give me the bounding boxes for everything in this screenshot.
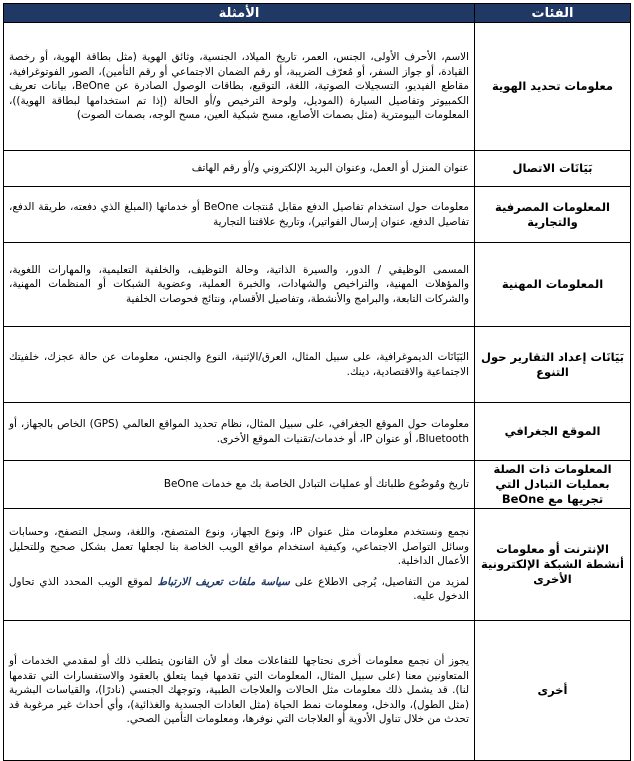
- example-cell: المسمى الوظيفي / الدور، والسيرة الذاتية، وحالة التوظيف، والخلفية التعليمية، والمهارات اللغوية، والمؤهلات المهنية، والتراخيص والشهادات، والخبرة العملية، وعضوية الشبكات أو المنظمات المهنية، والشركات التابعة، والبرامج والأنشطة، وتفاصيل الأقسام، ونتائج فحوصات الخلفية: [4, 243, 475, 327]
- category-cell: أخرى: [475, 621, 631, 761]
- table-row: [4, 509, 631, 621]
- table-row: [4, 403, 631, 461]
- data-categories-table: [3, 3, 631, 761]
- example-cell: [4, 509, 475, 621]
- table-row: [4, 151, 631, 187]
- example-cell: معلومات حول الموقع الجغرافي، على سبيل المثال، نظام تحديد المواقع العالمي (GPS) الخاص بالجهاز، أو Bluetooth، أو عنوان IP، أو خدمات/تقنيات الموقع الأخرى.: [4, 403, 475, 461]
- cookie-policy-link[interactable]: سياسة ملفات تعريف الارتباط: [157, 575, 290, 588]
- category-cell: معلومات تحديد الهوية: [475, 23, 631, 151]
- category-cell: المعلومات ذات الصلة بعمليات التبادل التي تجريها مع BeOne: [475, 461, 631, 509]
- category-cell: المعلومات المهنية: [475, 243, 631, 327]
- table-row: [4, 461, 631, 509]
- example-paragraph: نجمع ونستخدم معلومات مثل عنوان IP، ونوع الجهاز، ونوع المتصفح، واللغة، وسجل التصفح، وحسابات وسائل التواصل الاجتماعي، وكيفية استخدام مواقع الويب الخاصة بنا لجعلها تعمل بشكل صحيح وللتحليل الأعمال الداخلية.: [9, 526, 469, 568]
- category-cell: بَيَانَات إعداد التقارير حول التنوع: [475, 327, 631, 403]
- table-row: [4, 621, 631, 761]
- category-cell: بَيَانَات الاتصال: [475, 151, 631, 187]
- table-row: [4, 327, 631, 403]
- category-cell: المعلومات المصرفية والتجارية: [475, 187, 631, 243]
- example-cell: يجوز أن نجمع معلومات أخرى نحتاجها للتفاعلات معك أو لأن القانون يتطلب ذلك أو لمقدمي الخدمات أو المتعاونين معنا (على سبيل المثال، المعلومات التي تقدمها فيما يتعلق بالعقود والاستفسارات التي تقدمها لنا). قد يشمل ذلك معلومات مثل الحالات والعلاجات الطبية، وتوجهك الجنسي (نادرًا)، والقياسات البشرية (مثل الطول)، والدخل، ومعلومات نمط الحياة (مثل العادات الجسدية والغذائية)، وأي أحداث غير مرغوبة قد تحدث من خلال تناول الأدوية أو العلاجات التي نوفرها، ومعلومات التأمين الصحي.: [4, 621, 475, 761]
- cookie-note-suffix: لموقع الويب المحدد الذي تحاول الدخول عليه.: [9, 575, 469, 603]
- table-row: [4, 243, 631, 327]
- example-cell: الاسم، الأحرف الأولى، الجنس، العمر، تاريخ الميلاد، الجنسية، وثائق الهوية (مثل بطاقة الهوية، أو رخصة القيادة، أو جواز السفر، أو مُعرّف الضريبة، أو رقم الضمان الاجتماعي أو رقم التأمين)، الصور الفوتوغرافية، مقاطع الفيديو، التسجيلات الصوتية، اللغة، التوقيع، بطاقات الوصول الصادرة عن BeOne، بيانات تعريف الكمبيوتر وتفاصيل السيارة (الموديل، ولوحة الترخيص و/أو الحالة (إذا تم استخدامها لبطاقة الهوية))، المعلومات البيومترية (مثل بصمات الأصابع، مسح شبكية العين، مسح الوجه، بصمات الصوت): [4, 23, 475, 151]
- example-cell: عنوان المنزل أو العمل، وعنوان البريد الإلكتروني و/أو رقم الهاتف: [4, 151, 475, 187]
- header-categories: الفئات: [475, 4, 631, 23]
- category-cell: الإنترنت أو معلومات أنشطة الشبكة الإلكترونية الأخرى: [475, 509, 631, 621]
- table-row: [4, 23, 631, 151]
- table-header-row: [4, 4, 631, 23]
- cookie-note-prefix: لمزيد من التفاصيل، يُرجى الاطلاع على: [289, 575, 470, 588]
- category-cell: الموقع الجغرافي: [475, 403, 631, 461]
- example-cell: تاريخ ومُوضُوع طلباتك أو عمليات التبادل الخاصة بك مع خدمات BeOne: [4, 461, 475, 509]
- table-row: [4, 187, 631, 243]
- cookie-note: [9, 575, 469, 604]
- header-examples: الأمثلة: [4, 4, 475, 23]
- example-cell: معلومات حول استخدام تفاصيل الدفع مقابل مُنتجات BeOne أو خدماتها (المبلغ الذي دفعته، طريقة الدفع، تفاصيل الدفع، عنوان إرسال الفواتير)، وتاريخ علاقتنا التجارية: [4, 187, 475, 243]
- example-cell: البَيَانَات الديموغرافية، على سبيل المثال، العرق/الإثنية، النوع والجنس، معلومات عن حالة عجزك، خلفيتك الاجتماعية والاقتصادية، دينك.: [4, 327, 475, 403]
